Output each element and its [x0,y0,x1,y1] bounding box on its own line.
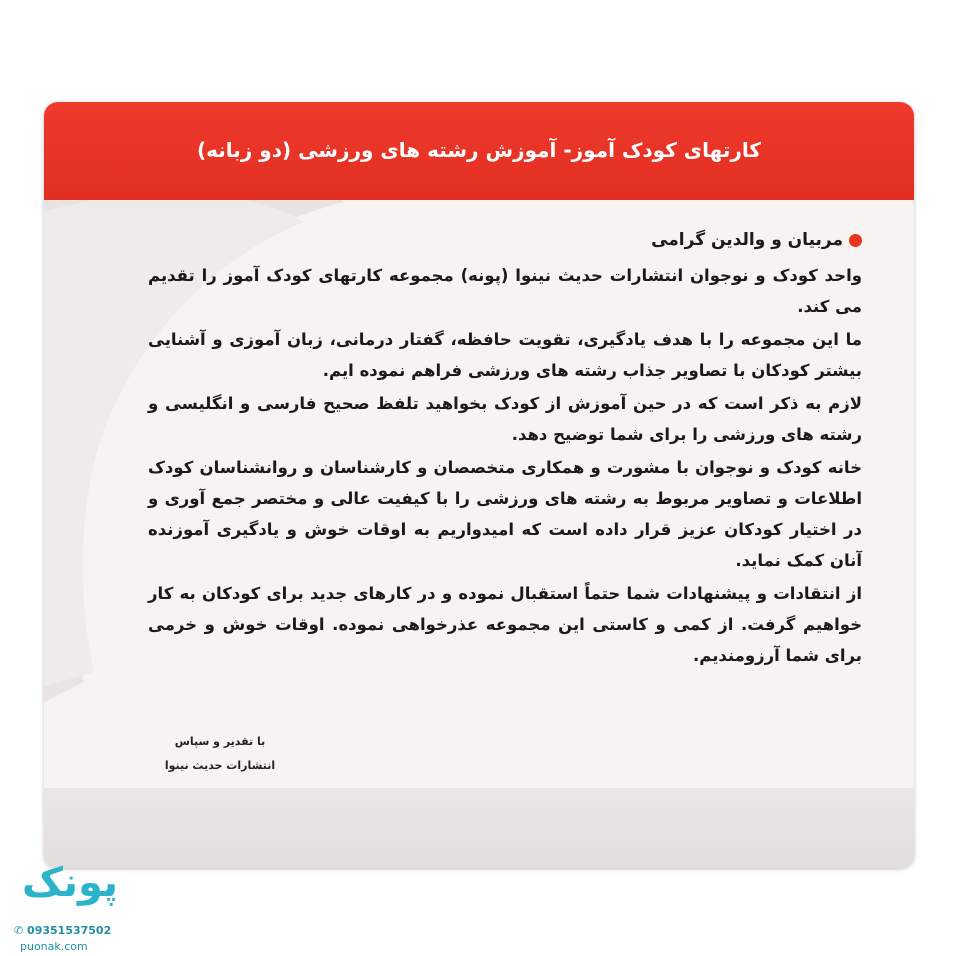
bottom-band [44,788,914,868]
phone-text: 09351537502 [27,924,112,937]
card-body [148,226,862,673]
paragraph: از انتقادات و پیشنهادات شما حتماً استقبال نموده و در کارهای جدید برای کودکان به کار خواهیم گرفت. از کمی و کاستی این مجموعه عذرخواهی نموده. اوقات خوش و خرمی برای شما آرزومندیم. [148,584,862,665]
paragraph: لازم به ذکر است که در حین آموزش از کودک بخواهید تلفظ صحیح فارسی و انگلیسی و رشته های ورزشی را برای شما توضیح دهد. [148,394,862,444]
paragraph: خانه کودک و نوجوان با مشورت و همکاری متخصصان و کارشناسان و روانشناسان کودک اطلاعات و تصاویر مربوط به رشته های ورزشی را با کیفیت عالی و مختصر جمع آوری و در اختیار کودکان عزیز قرار داده است که امیدواریم به اوقات خوش و یادگیری آموزنده آنان کمک نماید. [148,458,862,570]
paragraph: ما این مجموعه را با هدف یادگیری، تقویت حافظه، گفتار درمانی، زبان آموزی و آشنایی بیشتر کودکان با تصاویر جذاب رشته های ورزشی فراهم نموده ایم. [148,330,862,380]
publisher-name: انتشارات حدیث نینوا [164,759,276,772]
website-url: puonak.com [20,940,88,953]
instruction-card [44,102,914,868]
greeting: مربیان و والدین گرامی [651,230,843,250]
bullet-icon [849,234,862,247]
card-title: کارتهای کودک آموز- آموزش رشته های ورزشی (دو زبانه) [197,138,761,162]
signature [140,730,300,778]
phone-number: ✆ 09351537502 [14,924,112,937]
greeting-row [148,226,862,254]
signature-line: با تقدیر و سپاس [174,735,266,748]
logo-icon: پونک [22,860,119,906]
paragraph: واحد کودک و نوجوان انتشارات حدیث نینوا (پونه) مجموعه کارتهای کودک آموز را تقدیم می کند. [148,266,862,316]
card-header [44,102,914,200]
